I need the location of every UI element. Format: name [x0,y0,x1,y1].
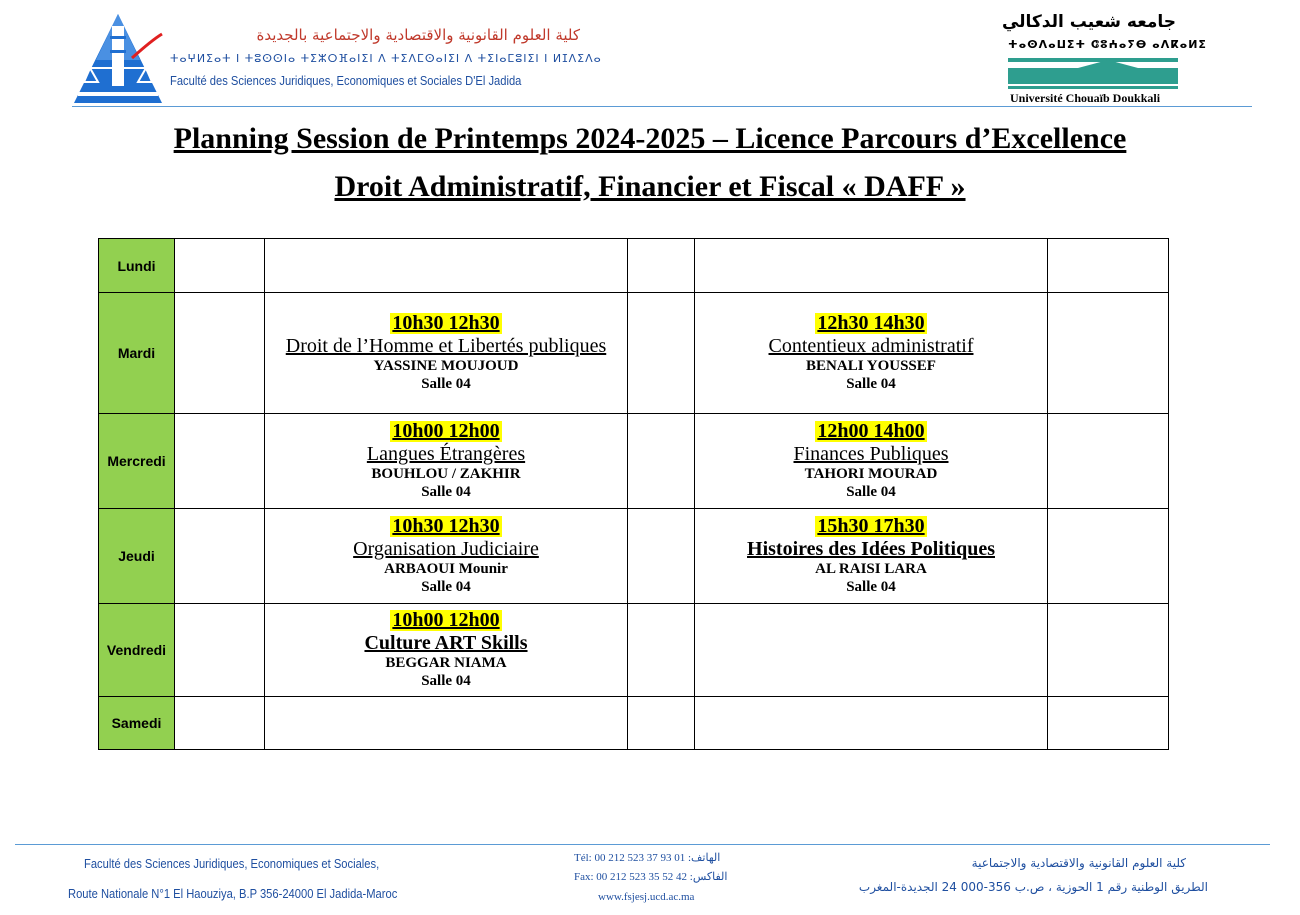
slot-morning [265,414,628,509]
footer-faculty-name: Faculté des Sciences Juridiques, Economiques et Sociales, [84,856,380,871]
professor-name: ARBAOUI Mounir [384,561,508,578]
footer-rule [15,844,1270,845]
faculty-name-french: Faculté des Sciences Juridiques, Economiques et Sociales D'El Jadida [170,73,522,88]
slot-afternoon [695,604,1048,697]
course-name: Histoires des Idées Politiques [747,538,995,561]
course-name: Finances Publiques [793,443,949,466]
session-time: 10h00 12h00 [392,420,500,443]
professor-name: AL RAISI LARA [815,561,927,578]
schedule-row [99,697,1169,750]
professor-name: BOUHLOU / ZAKHIR [371,466,521,483]
footer-faculty-name-arabic: كلية العلوم القانونية والاقتصادية والاجتماعية [971,856,1186,870]
session-time: 10h00 12h00 [392,609,500,632]
day-label: Vendredi [99,604,175,697]
university-header [1000,8,1207,108]
empty-slot [1048,414,1169,509]
professor-name: YASSINE MOUJOUD [373,358,519,375]
schedule-table [98,238,1169,750]
schedule-row [99,239,1169,293]
faculty-name-tifinagh: ⵜⴰⵖⵍⵉⴰⵜ ⵏ ⵜⵓⵙⵙⵏⴰ ⵜⵉⵣⵔⴼⴰⵏⵉⵏ ⴷ ⵜⵉⴷⵎⵙⴰⵏⵉⵏ ⴷ ⵜⵉⵏⴰⵎⵓⵏⵉⵏ ⵏ ⵍⵊⴷⵉⴷⴰ [170,52,602,65]
slot-afternoon [695,239,1048,293]
slot-afternoon [695,509,1048,604]
course-name: Contentieux administratif [768,335,974,358]
schedule-row [99,509,1169,604]
empty-slot [175,293,265,414]
footer-website[interactable]: www.fsjesj.ucd.ac.ma [598,891,695,903]
empty-slot [175,697,265,750]
empty-slot [175,604,265,697]
day-label: Samedi [99,697,175,750]
slot-afternoon [695,697,1048,750]
course-name: Culture ART Skills [364,632,528,655]
empty-slot [628,414,695,509]
slot-morning [265,239,628,293]
professor-name: BEGGAR NIAMA [385,655,507,672]
footer-address-arabic: الطريق الوطنية رقم 1 الحوزية ، ص.ب 356-000 24 الجديدة-المغرب [858,880,1208,894]
room-label: Salle 04 [846,579,896,595]
room-label: Salle 04 [421,579,471,595]
slot-morning [265,293,628,414]
room-label: Salle 04 [421,673,471,689]
empty-slot [628,604,695,697]
empty-slot [175,414,265,509]
empty-slot [628,293,695,414]
room-label: Salle 04 [421,376,471,392]
faculty-name-arabic: كلية العلوم القانونية والاقتصادية والاجتماعية بالجديدة [256,26,580,44]
footer-phone: Tél: 00 212 523 37 93 01 :الهاتف [574,852,721,864]
course-name: Langues Étrangères [366,443,526,466]
university-name-arabic: جامعه شعيب الدكالي [1001,12,1176,32]
room-label: Salle 04 [421,484,471,500]
schedule-row [99,293,1169,414]
faculty-header [72,12,602,107]
empty-slot [1048,604,1169,697]
slot-afternoon [695,414,1048,509]
empty-slot [1048,239,1169,293]
empty-slot [628,239,695,293]
schedule-row [99,414,1169,509]
slot-morning [265,697,628,750]
session-time: 12h30 14h30 [817,312,925,335]
room-label: Salle 04 [846,484,896,500]
room-label: Salle 04 [846,376,896,392]
footer-fax: Fax: 00 212 523 35 52 42 :الفاكس [574,871,728,883]
footer-address: Route Nationale N°1 El Haouziya, B.P 356-24000 El Jadida-Maroc [68,886,398,901]
university-logo-icon [1008,54,1178,90]
session-time: 10h30 12h30 [392,312,500,335]
course-name: Droit de l’Homme et Libertés publiques [285,335,607,358]
faculty-logo-icon [72,12,164,105]
university-name-french: Université Chouaïb Doukkali [1010,91,1161,105]
slot-afternoon [695,293,1048,414]
session-time: 10h30 12h30 [392,515,500,538]
empty-slot [628,509,695,604]
page-title: Planning Session de Printemps 2024-2025 – Licence Parcours d’Excellence [173,122,1127,155]
empty-slot [1048,697,1169,750]
day-label: Jeudi [99,509,175,604]
day-label: Mardi [99,293,175,414]
empty-slot [628,697,695,750]
professor-name: TAHORI MOURAD [804,466,938,483]
empty-slot [1048,509,1169,604]
slot-morning [265,604,628,697]
empty-slot [1048,293,1169,414]
page-subtitle: Droit Administratif, Financier et Fiscal « DAFF » [334,170,966,203]
schedule-row [99,604,1169,697]
session-time: 12h00 14h00 [817,420,925,443]
day-label: Mercredi [99,414,175,509]
slot-morning [265,509,628,604]
empty-slot [175,509,265,604]
university-name-tifinagh: ⵜⴰⵙⴷⴰⵡⵉⵜ ⵛⵓⵄⴰⵢⴱ ⴰⴷⴽⴰⵍⵉ [1008,38,1207,51]
session-time: 15h30 17h30 [817,515,925,538]
course-name: Organisation Judiciaire [353,538,539,561]
day-label: Lundi [99,239,175,293]
header-rule [72,106,1252,107]
professor-name: BENALI YOUSSEF [806,358,936,375]
empty-slot [175,239,265,293]
